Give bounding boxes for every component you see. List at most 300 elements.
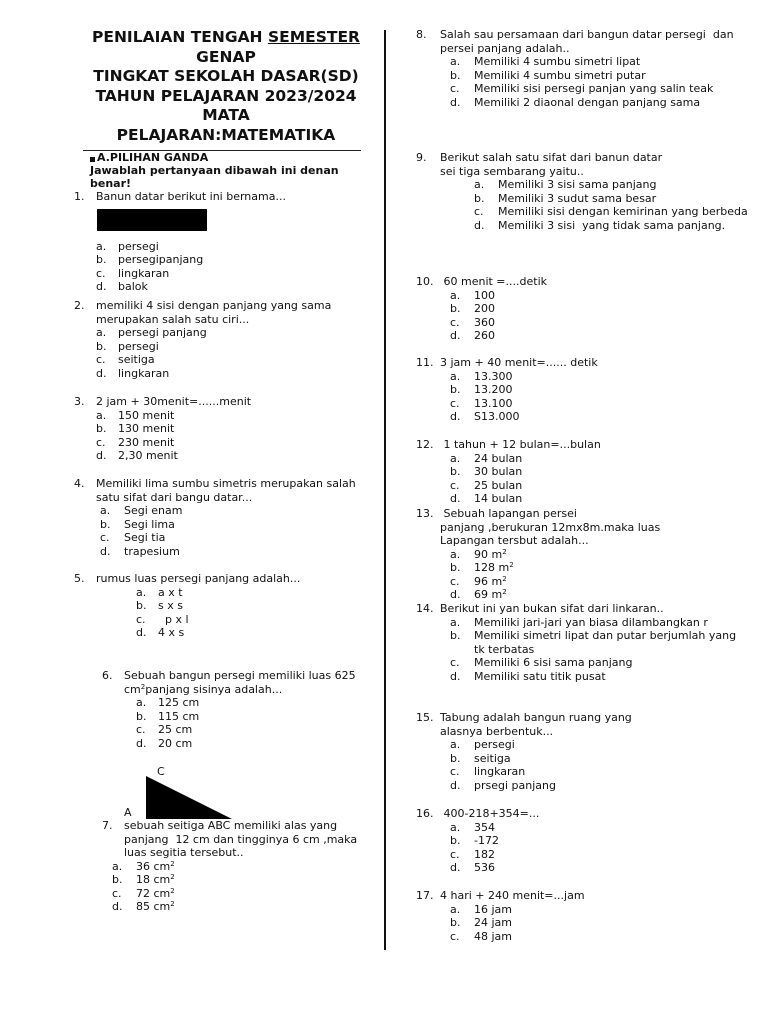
question-stem — [416, 807, 750, 821]
answer-option[interactable] — [450, 452, 750, 466]
option-text: Segi enam — [124, 504, 183, 517]
title-line-5: MATA — [202, 106, 250, 124]
question-stem-line: 1 tahun + 12 bulan=...bulan — [440, 438, 601, 451]
answer-options — [450, 370, 750, 424]
answer-option[interactable] — [450, 575, 750, 589]
option-text: persegi — [118, 339, 159, 353]
answer-options — [96, 409, 370, 463]
answer-option[interactable] — [96, 240, 370, 254]
question-number: 14. — [416, 602, 434, 615]
answer-option[interactable] — [450, 656, 750, 670]
question-15 — [416, 711, 750, 792]
option-text: 13.200 — [474, 383, 513, 396]
question-number: 5. — [74, 572, 85, 585]
answer-option[interactable] — [474, 192, 750, 206]
option-text: 4 x s — [158, 626, 185, 639]
question-11 — [416, 356, 750, 424]
option-text: S13.000 — [474, 410, 520, 423]
option-text: a x t — [158, 585, 183, 599]
question-stem-line: 60 menit =....detik — [440, 275, 548, 288]
option-letter: d. — [450, 778, 461, 792]
option-text: 25 cm — [158, 723, 193, 736]
answer-option[interactable] — [450, 329, 750, 343]
answer-option[interactable] — [136, 586, 370, 600]
option-text: -172 — [474, 834, 499, 847]
answer-options — [96, 240, 370, 294]
answer-option[interactable] — [450, 82, 750, 96]
answer-option[interactable] — [136, 613, 370, 627]
question-number: 17. — [416, 889, 434, 902]
option-text: persegi — [118, 239, 159, 253]
question-stem-line: alasnya berbentuk... — [440, 724, 554, 738]
option-text: 130 menit — [118, 422, 175, 435]
answer-option[interactable] — [96, 253, 370, 267]
option-letter: d. — [100, 544, 111, 558]
question-stem — [416, 507, 750, 548]
answer-option[interactable] — [96, 367, 370, 381]
option-text: 150 menit — [118, 408, 175, 422]
question-stem-line: 3 jam + 40 menit=...... detik — [440, 356, 598, 369]
answer-option[interactable] — [100, 531, 370, 545]
answer-option[interactable] — [96, 409, 370, 423]
option-letter: a. — [450, 547, 461, 561]
exam-title — [85, 28, 367, 145]
option-letter: d. — [96, 280, 107, 293]
option-letter: b. — [450, 465, 461, 478]
option-text: Memiliki 6 sisi sama panjang — [474, 656, 633, 669]
answer-option[interactable] — [450, 479, 750, 493]
option-text: 20 cm — [158, 736, 193, 750]
answer-option[interactable] — [100, 504, 370, 518]
question-stem-line: Memiliki lima sumbu simetris merupakan salah — [96, 477, 356, 490]
option-text: 230 menit — [118, 435, 175, 449]
option-text: s x s — [158, 599, 183, 612]
question-stem-line: 4 hari + 240 menit=...jam — [440, 889, 585, 902]
option-text: 24 jam — [474, 916, 513, 929]
question-stem-line: Berikut salah satu sifat dari banun datar — [440, 151, 663, 164]
option-letter: a. — [96, 326, 107, 339]
option-letter: a. — [136, 696, 147, 709]
instruction-line-2: benar! — [90, 177, 132, 190]
question-number: 9. — [416, 151, 427, 164]
option-letter: b. — [474, 191, 485, 205]
option-letter: a. — [96, 408, 107, 422]
question-stem-line: 2 jam + 30menit=......menit — [96, 395, 252, 408]
answer-option[interactable] — [450, 779, 750, 793]
question-2 — [74, 299, 370, 380]
question-6 — [102, 669, 370, 750]
question-number: 1. — [74, 190, 85, 203]
answer-option[interactable] — [450, 410, 750, 424]
question-stem-line: memiliki 4 sisi dengan panjang yang sama — [96, 299, 332, 312]
option-text: lingkaran — [118, 366, 170, 380]
option-text: 18 $cm^2$ — [136, 873, 175, 886]
option-letter: a. — [474, 178, 485, 191]
answer-options — [450, 548, 750, 602]
option-text: Memiliki 3 sudut sama besar — [498, 191, 657, 205]
question-number: 3. — [74, 395, 85, 408]
question-14 — [416, 602, 750, 683]
question-stem — [74, 572, 370, 586]
question-stem-line: luas segitia tersebut.. — [124, 846, 244, 859]
answer-option[interactable] — [450, 289, 750, 303]
option-text: Memiliki jari-jari yan biasa dilambangkan r — [474, 615, 708, 629]
answer-option[interactable] — [474, 178, 750, 192]
question-stem-line: panjang 12 cm dan tingginya 6 cm ,maka — [124, 832, 358, 846]
answer-option[interactable] — [450, 302, 750, 316]
question-stem-line: rumus luas persegi panjang adalah... — [96, 572, 301, 585]
question-stem-line: panjang ,berukuran 12mx8m.maka luas — [440, 520, 661, 534]
option-text: Memiliki sisi dengan kemirinan yang berbeda — [498, 205, 748, 218]
option-text: balok — [118, 280, 148, 293]
option-text: 2,30 menit — [118, 449, 178, 462]
question-stem — [74, 395, 370, 409]
answer-options — [112, 860, 370, 914]
option-text: Memiliki 4 sumbu simetri lipat — [474, 55, 641, 68]
question-8 — [416, 28, 750, 109]
answer-option[interactable] — [100, 545, 370, 559]
question-stem — [416, 602, 750, 616]
option-letter: c. — [136, 612, 146, 626]
option-text: 85 $cm^2$ — [136, 900, 175, 913]
question-stem — [416, 438, 750, 452]
option-text: Segi lima — [124, 517, 175, 531]
answer-option[interactable] — [450, 616, 750, 630]
option-text: 125 cm — [158, 696, 200, 709]
option-letter: d. — [450, 329, 461, 342]
answer-option[interactable] — [136, 599, 370, 613]
section-heading — [90, 151, 208, 164]
answer-options — [136, 586, 370, 640]
option-text: lingkaran — [474, 765, 526, 778]
option-letter: c. — [112, 886, 122, 900]
question-stem — [416, 889, 750, 903]
option-letter: d. — [450, 492, 461, 505]
option-letter: b. — [450, 68, 461, 82]
answer-option[interactable] — [112, 860, 370, 874]
title-underlined-word: SEMESTER — [267, 28, 360, 46]
option-text: 25 bulan — [474, 478, 523, 492]
triangle-label-c: C — [157, 765, 165, 778]
triangle-label-a: A — [124, 806, 132, 819]
question-stem — [416, 711, 750, 738]
option-text: 13.100 — [474, 396, 513, 410]
option-text: 90 $m^2$ — [474, 547, 507, 561]
question-stem-line: sebuah seitiga ABC memiliki alas yang — [124, 819, 338, 832]
question-4 — [74, 477, 370, 558]
question-number: 2. — [74, 299, 85, 312]
option-text: 16 jam — [474, 902, 513, 916]
option-text: Memiliki simetri lipat dan putar berjumlah yang tk terbatas — [474, 629, 740, 656]
option-letter: a. — [450, 451, 461, 465]
answer-option[interactable] — [96, 267, 370, 281]
option-letter: a. — [450, 615, 461, 629]
question-stem-line: Salah sau persamaan dari bangun datar persegi dan — [440, 28, 734, 41]
answer-option[interactable] — [450, 397, 750, 411]
option-text: persegi panjang — [118, 326, 207, 339]
answer-option[interactable] — [96, 326, 370, 340]
option-text: 48 jam — [474, 929, 513, 943]
question-17 — [416, 889, 750, 943]
option-letter: d. — [450, 588, 461, 601]
title-line-1 — [85, 28, 367, 48]
answer-option[interactable] — [450, 752, 750, 766]
question-stem-line: persei panjang adalah.. — [440, 41, 570, 55]
question-number: 7. — [102, 819, 113, 832]
answer-options — [450, 903, 750, 944]
answer-option[interactable] — [474, 205, 750, 219]
question-stem-line: Berikut ini yan bukan sifat dari linkaran.. — [440, 602, 664, 615]
option-letter: d. — [112, 900, 123, 913]
option-letter: c. — [136, 723, 146, 736]
title-line-6: PELAJARAN:MATEMATIKA — [116, 125, 336, 144]
option-text: 260 — [474, 329, 495, 342]
option-text: Memiliki 2 diaonal dengan panjang sama — [474, 95, 701, 109]
answer-option[interactable] — [450, 465, 750, 479]
option-letter: a. — [112, 859, 123, 873]
answer-options — [450, 738, 750, 792]
answer-option[interactable] — [450, 370, 750, 384]
question-1 — [74, 190, 370, 294]
answer-option[interactable] — [450, 548, 750, 562]
option-letter: c. — [96, 435, 106, 449]
question-stem — [74, 190, 370, 204]
answer-option[interactable] — [450, 834, 750, 848]
question-13 — [416, 507, 750, 602]
option-letter: a. — [136, 585, 147, 599]
option-text: 69 $m^2$ — [474, 588, 507, 601]
answer-option[interactable] — [450, 930, 750, 944]
question-stem-line: Lapangan tersbut adalah... — [440, 534, 589, 547]
answer-option[interactable] — [112, 873, 370, 887]
answer-options — [450, 821, 750, 875]
answer-option[interactable] — [136, 737, 370, 751]
option-letter: b. — [450, 629, 461, 642]
answer-options — [136, 696, 370, 750]
option-text: 96 $m^2$ — [474, 574, 507, 588]
option-text: 30 bulan — [474, 465, 523, 478]
option-letter: a. — [100, 504, 111, 517]
option-text: 128 $m^2$ — [474, 561, 514, 574]
question-16 — [416, 807, 750, 875]
answer-options — [450, 616, 750, 684]
answer-option[interactable] — [450, 55, 750, 69]
option-text: Memiliki satu titik pusat — [474, 669, 606, 683]
option-letter: a. — [450, 288, 461, 302]
question-number: 11. — [416, 356, 434, 369]
answer-options — [450, 289, 750, 343]
question-number: 13. — [416, 507, 434, 520]
option-text: 182 — [474, 847, 495, 861]
question-stem-line: Sebuah lapangan persei — [440, 507, 577, 520]
question-stem-line: $cm^2panjang$ sisinya adalah... — [124, 682, 283, 696]
option-text: lingkaran — [118, 266, 170, 280]
answer-option[interactable] — [450, 629, 750, 656]
instruction-line-1: Jawablah pertanyaan dibawah ini denan — [90, 164, 339, 177]
option-letter: b. — [100, 517, 111, 531]
option-text: Memiliki 3 sisi sama panjang — [498, 178, 657, 191]
question-stem-line: sei tiga sembarang yaitu.. — [440, 164, 584, 178]
option-letter: d. — [450, 410, 461, 423]
answer-option[interactable] — [450, 821, 750, 835]
option-letter: b. — [450, 383, 461, 396]
option-letter: d. — [450, 95, 461, 109]
question-3 — [74, 395, 370, 463]
question-stem-line: 400-218+354=... — [440, 807, 540, 820]
option-text: 200 — [474, 302, 495, 315]
answer-option[interactable] — [450, 738, 750, 752]
answer-option[interactable] — [136, 696, 370, 710]
option-text: trapesium — [124, 544, 180, 558]
option-text: Segi tia — [124, 531, 166, 544]
title-line-3: TINGKAT SEKOLAH DASAR(SD) — [93, 67, 359, 85]
question-number: 16. — [416, 807, 434, 820]
answer-option[interactable] — [450, 588, 750, 602]
question-5 — [74, 572, 370, 640]
option-text: persegi — [474, 738, 515, 751]
option-letter: c. — [450, 765, 460, 778]
option-text: Memiliki 3 sisi yang tidak sama panjang. — [498, 218, 726, 232]
option-letter: c. — [450, 396, 460, 410]
question-stem — [416, 275, 750, 289]
answer-option[interactable] — [450, 848, 750, 862]
option-text: 14 bulan — [474, 492, 523, 505]
answer-option[interactable] — [136, 723, 370, 737]
answer-option[interactable] — [474, 219, 750, 233]
answer-option[interactable] — [96, 340, 370, 354]
question-stem — [74, 477, 370, 504]
option-letter: b. — [450, 751, 461, 765]
question-stem-line: merupakan salah satu ciri... — [96, 312, 250, 326]
option-letter: b. — [450, 561, 461, 574]
section-instruction — [90, 164, 339, 190]
answer-option[interactable] — [450, 492, 750, 506]
option-letter: c. — [450, 847, 460, 861]
answer-option[interactable] — [450, 861, 750, 875]
option-text: p x l — [158, 612, 189, 626]
question-12 — [416, 438, 750, 506]
option-letter: c. — [450, 82, 460, 95]
answer-option[interactable] — [136, 626, 370, 640]
option-text: 536 — [474, 861, 495, 874]
option-letter: c. — [100, 531, 110, 544]
answer-option[interactable] — [450, 765, 750, 779]
question-stem — [416, 151, 750, 178]
section-heading-text: A.PILIHAN GANDA — [97, 151, 209, 164]
option-letter: a. — [450, 820, 461, 834]
option-letter: c. — [474, 205, 484, 218]
answer-option[interactable] — [112, 900, 370, 914]
option-letter: b. — [136, 709, 147, 723]
option-letter: b. — [112, 873, 123, 886]
option-letter: b. — [450, 302, 461, 315]
option-letter: b. — [136, 599, 147, 612]
option-letter: a. — [450, 55, 461, 68]
option-letter: b. — [96, 339, 107, 353]
question-stem-line: Banun datar berikut ini bernama... — [96, 190, 286, 203]
option-letter: b. — [450, 916, 461, 929]
option-text: Memiliki 4 sumbu simetri putar — [474, 68, 646, 82]
option-letter: c. — [96, 266, 106, 280]
question-stem-line: Sebuah bangun persegi memiliki luas 625 — [124, 669, 356, 682]
answer-option[interactable] — [136, 710, 370, 724]
option-text: 13.300 — [474, 369, 513, 383]
option-text: persegipanjang — [118, 253, 204, 266]
option-letter: b. — [96, 422, 107, 435]
option-letter: d. — [136, 626, 147, 639]
answer-option[interactable] — [450, 69, 750, 83]
answer-option[interactable] — [450, 383, 750, 397]
option-letter: d. — [136, 736, 147, 750]
answer-options — [96, 326, 370, 380]
question-10 — [416, 275, 750, 343]
option-text: seitiga — [474, 751, 511, 765]
answer-option[interactable] — [112, 887, 370, 901]
question-number: 10. — [416, 275, 434, 288]
option-letter: a. — [450, 369, 461, 383]
answer-option[interactable] — [96, 280, 370, 294]
answer-option[interactable] — [450, 316, 750, 330]
answer-option[interactable] — [450, 670, 750, 684]
column-divider — [384, 30, 386, 950]
question-number: 8. — [416, 28, 427, 41]
question-number: 6. — [102, 669, 113, 682]
answer-option[interactable] — [450, 561, 750, 575]
answer-option[interactable] — [96, 436, 370, 450]
answer-options — [474, 178, 750, 232]
option-letter: d. — [96, 449, 107, 462]
option-letter: c. — [450, 315, 460, 329]
option-text: prsegi panjang — [474, 778, 556, 792]
option-letter: c. — [450, 929, 460, 943]
option-letter: b. — [450, 834, 461, 847]
question-stem — [102, 669, 370, 696]
option-letter: c. — [96, 353, 106, 366]
option-text: 115 cm — [158, 709, 200, 723]
answer-option[interactable] — [96, 353, 370, 367]
answer-options — [100, 504, 370, 558]
title-line-2: GENAP — [196, 47, 256, 66]
question-stem — [416, 28, 750, 55]
option-text: Memiliki sisi persegi panjan yang salin teak — [474, 82, 714, 95]
question-9 — [416, 151, 750, 232]
question-number: 4. — [74, 477, 85, 490]
option-letter: d. — [474, 218, 485, 232]
question-stem — [74, 299, 370, 326]
option-text: 24 bulan — [474, 451, 523, 465]
option-letter: d. — [450, 669, 461, 683]
option-letter: c. — [450, 478, 460, 492]
option-text: 354 — [474, 820, 495, 834]
bullet-icon — [90, 157, 95, 162]
answer-option[interactable] — [450, 916, 750, 930]
question-stem-line: Tabung adalah bangun ruang yang — [440, 711, 632, 724]
answer-option[interactable] — [450, 903, 750, 917]
answer-option[interactable] — [96, 449, 370, 463]
option-letter: d. — [450, 861, 461, 874]
answer-option[interactable] — [450, 96, 750, 110]
question-stem-line: satu sifat dari bangu datar... — [96, 490, 253, 504]
question-7 — [102, 819, 370, 914]
option-letter: c. — [450, 574, 460, 588]
triangle-shape — [146, 776, 232, 819]
answer-options — [450, 452, 750, 506]
answer-option[interactable] — [100, 518, 370, 532]
option-text: 36 $cm^2$ — [136, 859, 175, 873]
title-line-4: TAHUN PELAJARAN 2023/2024 — [95, 86, 357, 105]
option-letter: a. — [450, 738, 461, 751]
answer-option[interactable] — [96, 422, 370, 436]
